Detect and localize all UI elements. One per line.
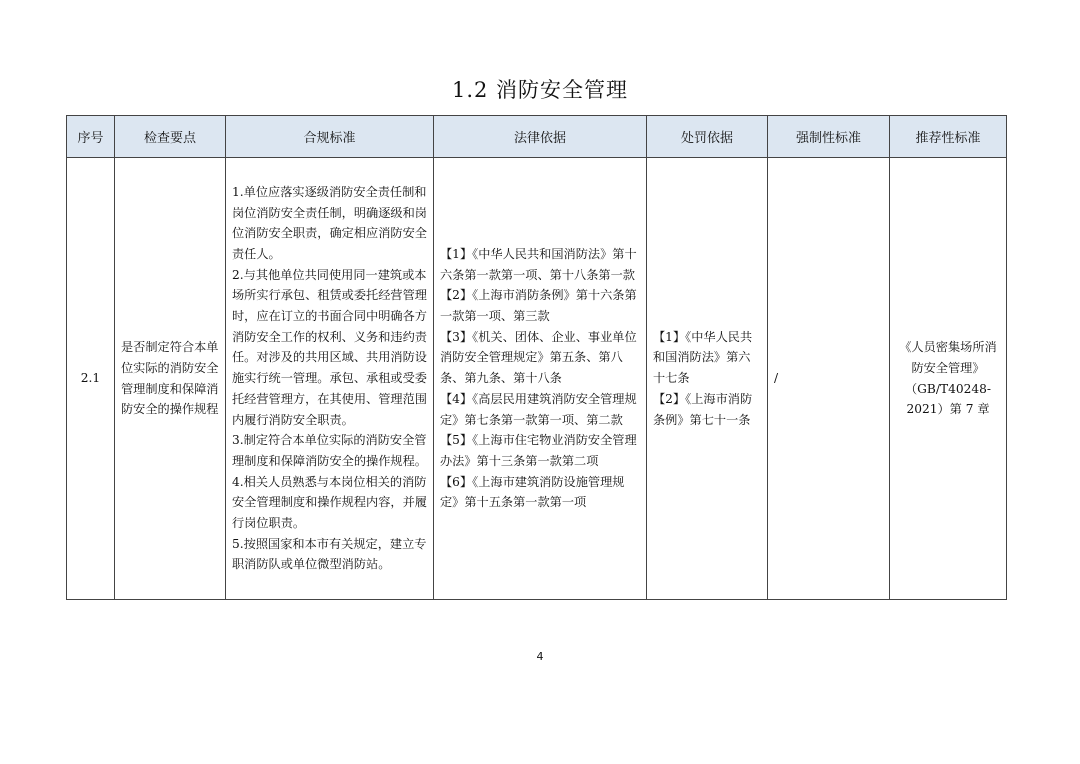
header-mandatory-standard: 强制性标准 [768, 116, 890, 158]
header-recommended-standard: 推荐性标准 [890, 116, 1007, 158]
penalty-basis-item: 【1】《中华人民共和国消防法》第六十七条 [653, 329, 753, 386]
check-point-cell [115, 158, 226, 600]
penalty-basis-cell [647, 158, 768, 600]
compliance-item: 4.相关人员熟悉与本岗位相关的消防安全管理制度和操作规程内容，并履行岗位职责。 [232, 474, 427, 531]
header-legal-basis: 法律依据 [434, 116, 647, 158]
header-row [67, 116, 1007, 158]
compliance-item: 1.单位应落实逐级消防安全责任制和岗位消防安全责任制，明确逐级和岗位消防安全职责，确定相应消防安全责任人。 [232, 184, 427, 261]
compliance-item: 2.与其他单位共同使用同一建筑或本场所实行承包、租赁或委托经营管理时，应在订立的书面合同中明确各方消防安全工作的权利、义务和违约责任。对涉及的共用区域、共用消防设施实行统一管理。承包、承租或受委托经营管理方，在其使用、管理范围内履行消防安全职责。 [232, 267, 427, 427]
check-point-text: 是否制定符合本单位实际的消防安全管理制度和保障消防安全的操作规程 [121, 340, 219, 417]
legal-basis-item: 【4】《高层民用建筑消防安全管理规定》第七条第一款第一项、第二款 [440, 391, 637, 427]
legal-basis-item: 【1】《中华人民共和国消防法》第十六条第一款第一项、第十八条第一款 [440, 246, 637, 282]
compliance-item: 5.按照国家和本市有关规定，建立专职消防队或单位微型消防站。 [232, 536, 427, 572]
row-number-text: 2.1 [80, 371, 101, 386]
fire-safety-table [66, 115, 1007, 600]
table-row [67, 158, 1007, 600]
page-number: 4 [536, 650, 544, 663]
legal-basis-item: 【3】《机关、团体、企业、事业单位消防安全管理规定》第五条、第八条、第九条、第十八条 [440, 329, 637, 386]
recommended-standard-text: 《人员密集场所消防安全管理》（GB/T40248-2021）第 7 章 [899, 340, 997, 417]
compliance-cell [226, 158, 434, 600]
legal-basis-item: 【5】《上海市住宅物业消防安全管理办法》第十三条第一款第二项 [440, 433, 637, 468]
header-compliance: 合规标准 [226, 116, 434, 158]
recommended-standard-cell [890, 158, 1007, 600]
header-number: 序号 [67, 116, 115, 158]
penalty-basis-item: 【2】《上海市消防条例》第七十一条 [653, 391, 753, 427]
header-check-point: 检查要点 [115, 116, 226, 158]
compliance-item: 3.制定符合本单位实际的消防安全管理制度和保障消防安全的操作规程。 [232, 433, 427, 468]
mandatory-standard-cell [768, 158, 890, 600]
page-title: 1.2 消防安全管理 [451, 78, 629, 102]
header-penalty-basis: 处罚依据 [647, 116, 768, 158]
mandatory-standard-text: / [774, 371, 779, 386]
row-number [67, 158, 115, 600]
legal-basis-item: 【2】《上海市消防条例》第十六条第一款第一项、第三款 [440, 288, 637, 324]
legal-basis-item: 【6】《上海市建筑消防设施管理规定》第十五条第一款第一项 [440, 474, 625, 510]
legal-basis-cell [434, 158, 647, 600]
